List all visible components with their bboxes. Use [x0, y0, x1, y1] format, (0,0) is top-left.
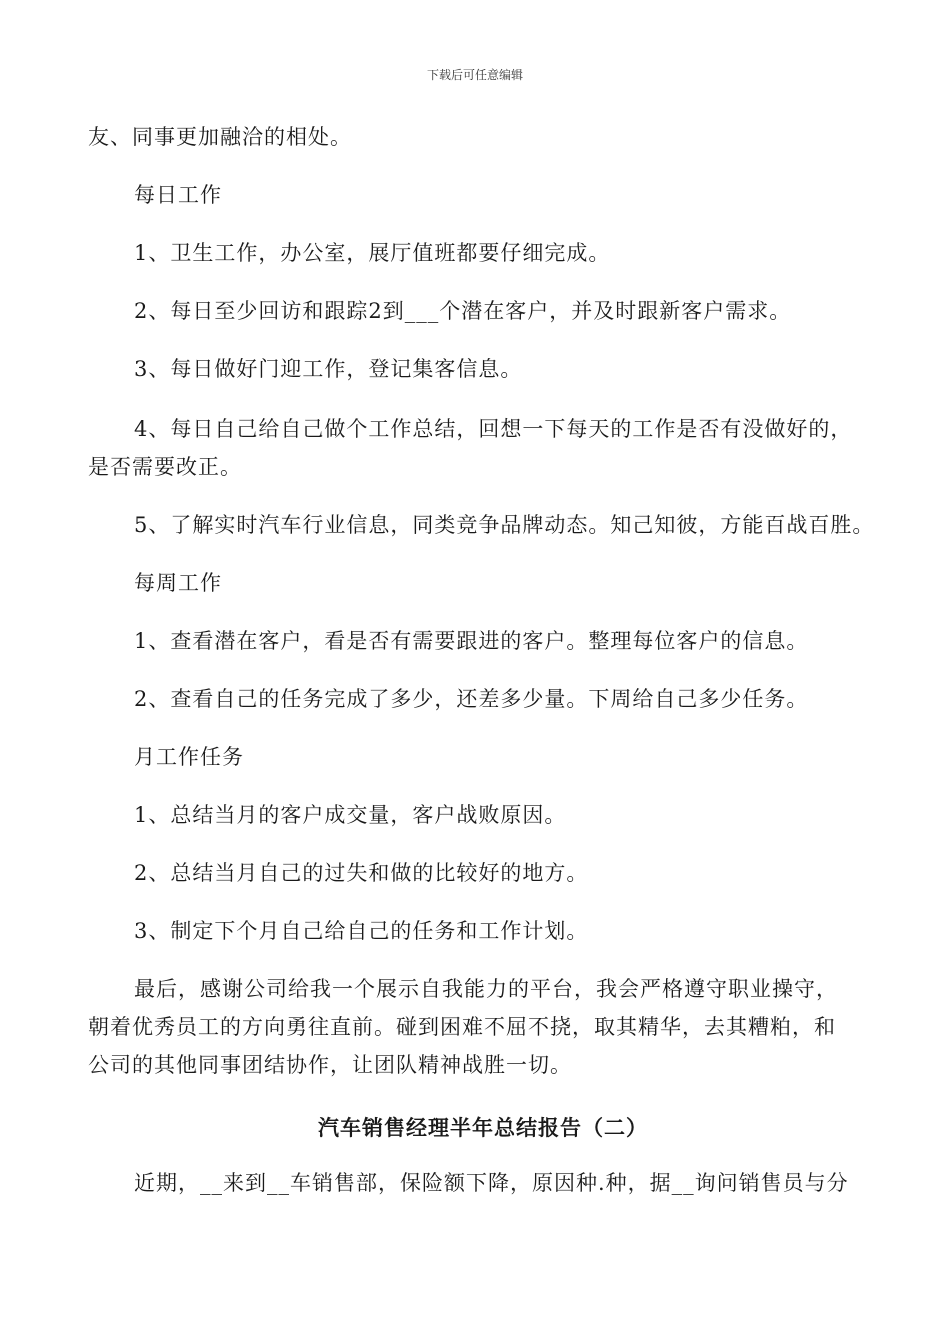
list-item: 2、查看自己的任务完成了多少，还差多少量。下周给自己多少任务。 [134, 687, 809, 711]
paragraph-line: 近期，__来到__车销售部，保险额下降，原因种.种，据__询问销售员与分 [134, 1171, 849, 1195]
closing-paragraph-line: 最后，感谢公司给我一个展示自我能力的平台，我会严格遵守职业操守， [134, 977, 838, 1001]
list-item-continuation: 是否需要改正。 [88, 455, 242, 479]
list-item: 1、卫生工作，办公室，展厅值班都要仔细完成。 [134, 241, 611, 265]
section-heading-monthly: 月工作任务 [134, 745, 244, 769]
closing-paragraph-line: 朝着优秀员工的方向勇往直前。碰到困难不屈不挠，取其精华，去其糟粕，和 [88, 1015, 836, 1039]
section-heading-daily: 每日工作 [134, 183, 222, 207]
section-title: 汽车销售经理半年总结报告（二） [318, 1115, 648, 1140]
list-item: 1、总结当月的客户成交量，客户战败原因。 [134, 803, 567, 827]
list-item: 3、制定下个月自己给自己的任务和工作计划。 [134, 919, 589, 943]
list-item: 2、每日至少回访和跟踪2到___个潜在客户，并及时跟新客户需求。 [134, 299, 792, 323]
paragraph-line: 友、同事更加融洽的相处。 [88, 125, 352, 149]
list-item: 5、了解实时汽车行业信息，同类竞争品牌动态。知己知彼，方能百战百胜。 [134, 513, 875, 537]
section-heading-weekly: 每周工作 [134, 571, 222, 595]
closing-paragraph-line: 公司的其他同事团结协作，让团队精神战胜一切。 [88, 1053, 572, 1077]
list-item: 2、总结当月自己的过失和做的比较好的地方。 [134, 861, 589, 885]
page-header-note: 下载后可任意编辑 [426, 68, 523, 82]
list-item: 1、查看潜在客户，看是否有需要跟进的客户。整理每位客户的信息。 [134, 629, 809, 653]
list-item: 3、每日做好门迎工作，登记集客信息。 [134, 357, 523, 381]
list-item: 4、每日自己给自己做个工作总结，回想一下每天的工作是否有没做好的， [134, 417, 853, 441]
